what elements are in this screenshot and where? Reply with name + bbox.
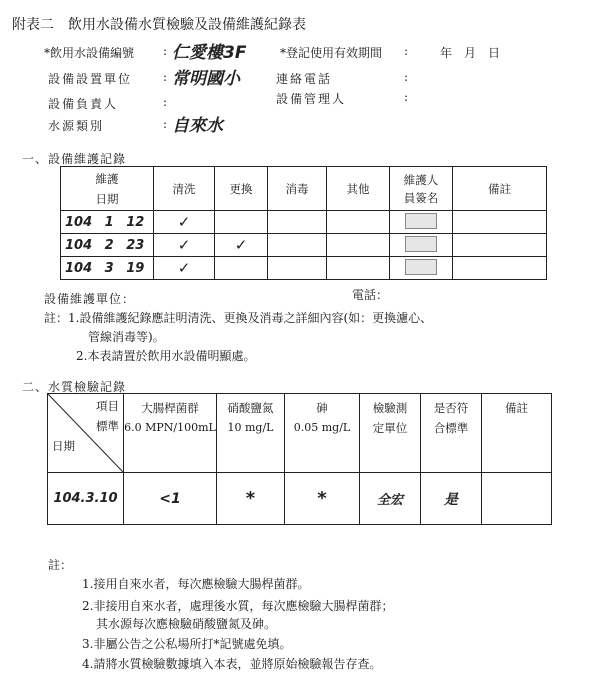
- col-clean: 清洗: [154, 167, 215, 211]
- row-clean: ✓: [154, 257, 215, 280]
- col-item-label: 項目: [96, 399, 119, 413]
- signature-stamp: [390, 211, 453, 234]
- row-nitrate: *: [217, 473, 285, 525]
- water-source-label: 水源類別: [48, 119, 105, 133]
- row-date: 104.3.10: [48, 473, 124, 525]
- section1-title: 一、設備維護記錄: [22, 152, 127, 166]
- col-signature: 維護人 員簽名: [390, 167, 453, 211]
- col-arsenic-std: 0.05 mg/L: [293, 421, 351, 434]
- col-other: 其他: [327, 167, 390, 211]
- manager-label: 設備管理人: [276, 92, 347, 106]
- row-date: 104 2 23: [61, 234, 154, 257]
- phone-label: 連絡電話: [276, 72, 333, 86]
- water-quality-table: [47, 393, 552, 525]
- row-arsenic: *: [285, 473, 360, 525]
- section2-note-4: 4.請將水質檢驗數據填入本表，並將原始檢驗報告存查。: [82, 657, 382, 671]
- table-row: [61, 234, 547, 257]
- col-arsenic: [285, 394, 360, 473]
- colon: :: [163, 95, 168, 109]
- colon: :: [404, 70, 409, 84]
- col-pass: [421, 394, 482, 473]
- row-replace: [215, 211, 268, 234]
- section1-note-1b: 管線消毒等)。: [88, 330, 165, 344]
- colon: :: [163, 70, 168, 84]
- row-pass: 是: [421, 473, 482, 525]
- col-date: 維護 日期: [61, 167, 154, 211]
- water-header-row: [48, 394, 552, 473]
- col-nitrate: [217, 394, 285, 473]
- section2-title: 二、水質檢驗記錄: [22, 380, 127, 394]
- owner-label: 設備負責人: [48, 97, 119, 111]
- registration-label: *登記使用有效期間: [280, 46, 383, 60]
- equipment-no-label: *飲用水設備編號: [44, 46, 135, 60]
- row-lab: 全宏: [360, 473, 421, 525]
- section1-note-2: 2.本表請置於飲用水設備明顯處。: [76, 349, 256, 363]
- maintenance-unit-label: 設備維護單位：: [44, 292, 136, 306]
- col-lab-name: 檢驗測: [372, 401, 408, 415]
- colon: :: [404, 90, 409, 104]
- signature-stamp: [390, 257, 453, 280]
- table-row: [61, 257, 547, 280]
- maintenance-header-row: [61, 167, 547, 211]
- maintenance-phone-label: 電話：: [352, 288, 389, 302]
- col-date-label: 日期: [52, 439, 75, 453]
- colon: :: [163, 117, 168, 131]
- col-water-remark-name: 備註: [505, 401, 528, 415]
- row-ecoli: <1: [124, 473, 217, 525]
- colon: :: [163, 44, 168, 58]
- unit-value: 常明國小: [172, 69, 240, 89]
- col-nitrate-name: 硝酸鹽氮: [227, 401, 274, 415]
- section2-note-1: 1.接用自來水者，每次應檢驗大腸桿菌群。: [82, 577, 310, 591]
- page-title: 附表二 飲用水設備水質檢驗及設備維護紀錄表: [12, 17, 306, 33]
- registration-value: 年 月 日: [440, 46, 501, 60]
- signature-stamp: [390, 234, 453, 257]
- col-lab: [360, 394, 421, 473]
- col-ecoli: [124, 394, 217, 473]
- table-row: [48, 473, 552, 525]
- col-disinfect: 消毒: [268, 167, 327, 211]
- equipment-no-value: 仁愛樓3F: [172, 43, 247, 63]
- section2-note-2b: 其水源每次應檢驗硝酸鹽氮及砷。: [96, 617, 277, 631]
- col-standard-label: 標準: [96, 419, 119, 433]
- row-date: 104 1 12: [61, 211, 154, 234]
- table-row: [61, 211, 547, 234]
- col-pass-name: 是否符: [433, 401, 469, 415]
- col-water-remark: [482, 394, 552, 473]
- col-remark: 備註: [453, 167, 547, 211]
- row-replace: [215, 257, 268, 280]
- section2-notes-label: 註：: [48, 558, 73, 572]
- col-nitrate-std: 10 mg/L: [227, 421, 274, 434]
- col-item-standard-date: [48, 394, 124, 473]
- col-ecoli-name: 大腸桿菌群: [141, 401, 199, 415]
- unit-label: 設備設置單位: [48, 72, 133, 86]
- maintenance-table: [60, 166, 547, 280]
- col-lab-std: 定單位: [372, 421, 408, 435]
- row-clean: ✓: [154, 234, 215, 257]
- row-clean: ✓: [154, 211, 215, 234]
- col-arsenic-name: 砷: [316, 401, 328, 415]
- row-date: 104 3 19: [61, 257, 154, 280]
- section2-note-2: 2.非接用自來水者，處理後水質，每次應檢驗大腸桿菌群；: [82, 599, 394, 613]
- col-ecoli-std: 6.0 MPN/100mL: [124, 421, 216, 434]
- colon: :: [404, 44, 409, 58]
- col-pass-std: 合標準: [433, 421, 469, 435]
- section1-note-1: 註：1.設備維護紀錄應註明清洗、更換及消毒之詳細內容(如：更換濾心、: [44, 311, 433, 325]
- row-replace: ✓: [215, 234, 268, 257]
- col-replace: 更換: [215, 167, 268, 211]
- water-source-value: 自來水: [172, 116, 223, 136]
- section2-note-3: 3.非屬公告之公私場所打*記號處免填。: [82, 637, 292, 651]
